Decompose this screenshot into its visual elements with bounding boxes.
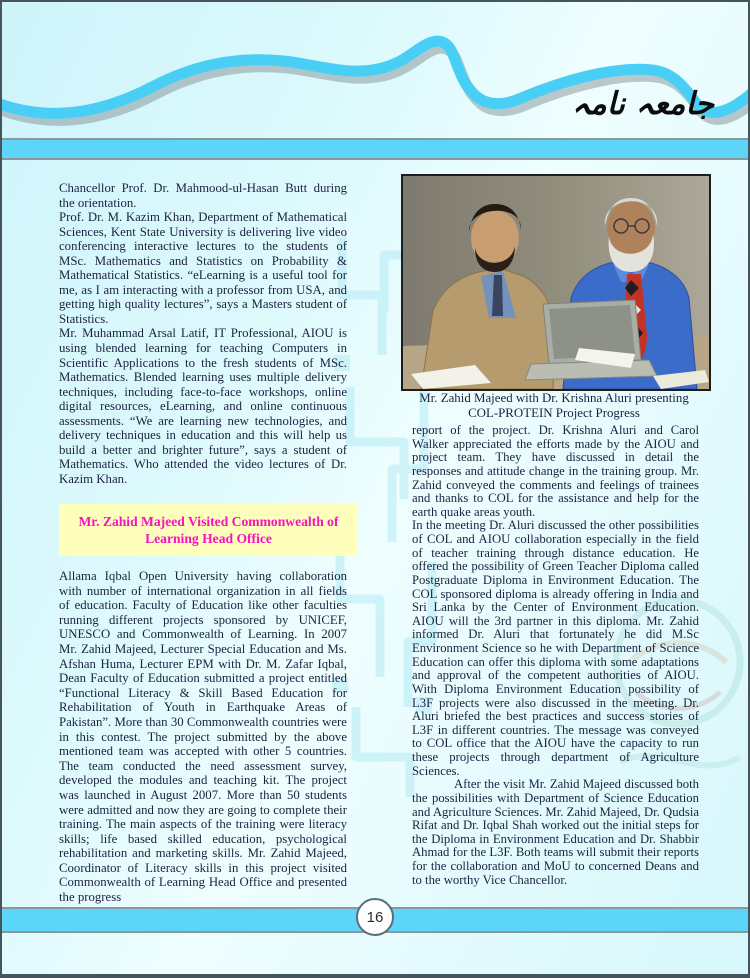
left-column-upper [59,181,347,502]
paragraph-arsal-latif: Mr. Muhammad Arsal Latif, IT Professional, AIOU is using blended learning for teaching Computers in Scientific Applications to the fresh students of MSc. Mathematics. Blended learning uses multiple delivery techniques, including face-to-face workshops, online digital resources, eLearning, and online continuous assessments. “We are learning new technologies, and delivery techniques in education and this will help us build a better and brighter future”, says a student of Mathematics. Who attended the video lectures of Dr. Kazim Khan. [59,326,347,486]
paragraph-kazim-khan: Prof. Dr. M. Kazim Khan, Department of Mathematical Sciences, Kent State University is delivering live video conferencing interactive lectures to the students of MSc. Mathematics and Statistics on Probability & Mathematical Statistics. “eLearning is a useful tool for me, as I am interacting with a professor from USA, and getting high quality lectures”, says a Masters student of Statistics. [59,210,347,326]
paragraph-chancellor: Chancellor Prof. Dr. Mahmood-ul-Hasan Butt during the orientation. [59,181,347,210]
photo-caption-line2: COL-PROTEIN Project Progress [468,406,640,420]
left-column-lower [59,569,347,909]
masthead-urdu-title: جامعہ نامہ [572,86,714,122]
paragraph-meeting-aluri: In the meeting Dr. Aluri discussed the other possibilities of COL and AIOU collaboration especially in the field of teacher training through distance education. He offered the possibility of Green Teacher Diploma called Postgraduate Diploma in Environment Education. The COL sponsored diploma is already offering in India and Sri Lanka by the Center of Environment Education. AIOU will the 3rd partner in this diploma. Mr. Zahid informed Dr. Aluri that fortunately he did M.Sc Environment Science so he with Department of Science Education can offer this diploma with some adaptations and approval of the competent authorities of AIOU. With Diploma Environment Education possibility of L3F projects were also discussed in the meeting. Dr. Aluri briefed the best practices and success stories of L3F in different countries. The message was conveyed to COL office that the AIOU have the capacity to run these projects through department of Agriculture Sciences. [412,518,699,778]
section-heading-line2: Learning Head Office [145,531,272,546]
right-column [412,424,699,908]
photo-illustration [403,176,709,389]
top-divider-band [2,138,748,160]
photo-caption [387,391,721,421]
photo-meeting [401,174,711,391]
paragraph-col-project: Allama Iqbal Open University having collaboration with number of international organization in all fields of education. Faculty of Education like other faculties running different projects sponsored by UNICEF, UNESCO and Commonwealth of Learning. In 2007 Mr. Zahid Majeed, Lecturer Special Education and Ms. Afshan Huma, Lecturer EPM with Dr. M. Zafar Iqbal, Dean Faculty of Education submitted a project entitled “Functional Literacy & Skill Based Education for Rehabilitation of Youth in Earthquake Areas of Pakistan”. More than 30 Commonwealth countries were in this contest. The project submitted by the above mentioned team was accepted with other 5 countries. The team conducted the need assessment survey, developed the modules and teaching kit. The project was launched in August 2007. More than 50 students were admitted and now they are going to complete their training. The main aspects of the training were literacy skills; life based skilled education, psychological rehabilitation and marketing skills. Mr. Zahid Majeed, Coordinator of Literacy skills in this project visited Commonwealth of Learning Head Office and presented the progress [59,569,347,905]
section-heading-highlight [59,504,358,556]
page-number-badge: 16 [356,898,394,936]
paragraph-progress-report: report of the project. Dr. Krishna Aluri and Carol Walker appreciated the efforts made by the AIOU and project team. They have discussed in detail the responses and attitude change in the training group. Mr. Zahid conveyed the comments and feelings of trainees and thanks to COL for the assistance and help for the earth quake areas youth. [412,424,699,519]
photo-caption-line1: Mr. Zahid Majeed with Dr. Krishna Aluri presenting [419,391,689,405]
paragraph-after-visit: After the visit Mr. Zahid Majeed discussed both the possibilities with Department of Science Education and Agriculture Sciences. Mr. Zahid Majeed, Dr. Qudsia Rifat and Dr. Iqbal Shah worked out the initial steps for the Diploma in Environment Education and Dr. Shabbir Ahmad for the L3F. Both teams will submit their reports for the collaboration and MoU to concerned Deans and to the worthy Vice Chancellor. [412,777,699,887]
section-heading-line1: Mr. Zahid Majeed Visited Commonwealth of [78,514,339,529]
